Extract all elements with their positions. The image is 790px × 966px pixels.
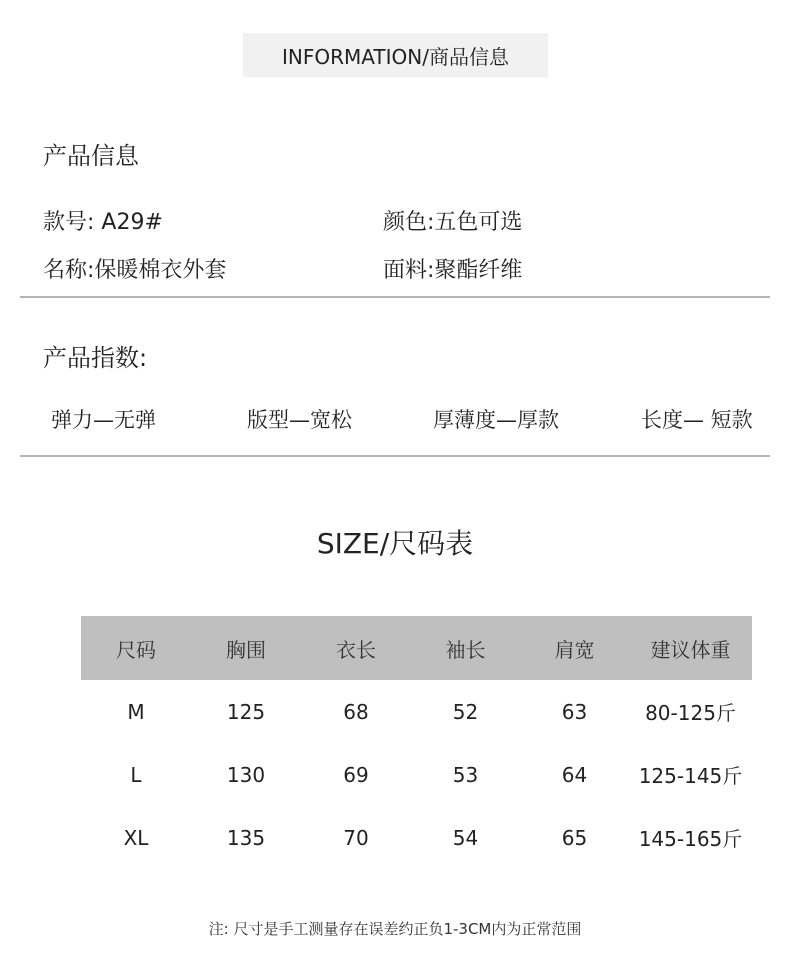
divider-index [20,455,770,457]
product-info-title: 产品信息 [43,142,139,170]
measurement-note: 注: 尺寸是手工测量存在误差约正负1-3CM内为正常范围 [208,920,582,938]
header-size: 尺码 [116,637,156,662]
table-row [81,680,752,743]
table-cell: XL [123,825,149,850]
table-cell: 54 [452,825,479,850]
table-cell: 63 [561,699,588,724]
table-cell: 125 [226,699,266,724]
size-chart-title: SIZE/尺码表 [316,527,474,560]
index-thickness: 厚薄度—厚款 [433,408,559,432]
table-cell: 70 [343,825,369,850]
index-fit: 版型—宽松 [247,408,352,432]
product-index-list [30,404,770,436]
table-cell: 69 [343,762,369,787]
index-length: 长度— 短款 [641,408,753,432]
table-cell: 125-145斤 [638,764,743,788]
product-index-title: 产品指数: [43,344,148,372]
header-sleeve: 袖长 [445,637,486,662]
table-cell: M [127,699,145,724]
index-elasticity: 弹力—无弹 [51,408,156,432]
header-weight: 建议体重 [650,637,731,662]
table-cell: 65 [561,825,588,850]
table-cell: 130 [226,762,266,787]
header-shoulder: 肩宽 [554,637,595,662]
table-cell: 145-165斤 [638,827,743,851]
table-row [81,806,752,869]
table-cell: L [130,762,142,787]
table-cell: 53 [452,762,479,787]
fabric-material: 面料:聚酯纤维 [383,258,523,283]
divider-info [20,296,770,298]
color-option: 颜色:五色可选 [383,210,523,235]
information-header-title: INFORMATION/商品信息 [282,44,509,69]
table-cell: 64 [561,762,588,787]
table-cell: 52 [452,699,479,724]
size-table [81,616,752,869]
product-name: 名称:保暖棉衣外套 [43,258,227,283]
table-cell: 80-125斤 [645,701,736,725]
header-length: 衣长 [336,637,376,662]
style-number: 款号: A29# [43,210,163,235]
table-cell: 135 [226,825,266,850]
table-row [81,743,752,806]
header-chest: 胸围 [226,637,266,662]
information-header [243,33,548,77]
size-table-header [81,616,752,680]
table-cell: 68 [343,699,369,724]
